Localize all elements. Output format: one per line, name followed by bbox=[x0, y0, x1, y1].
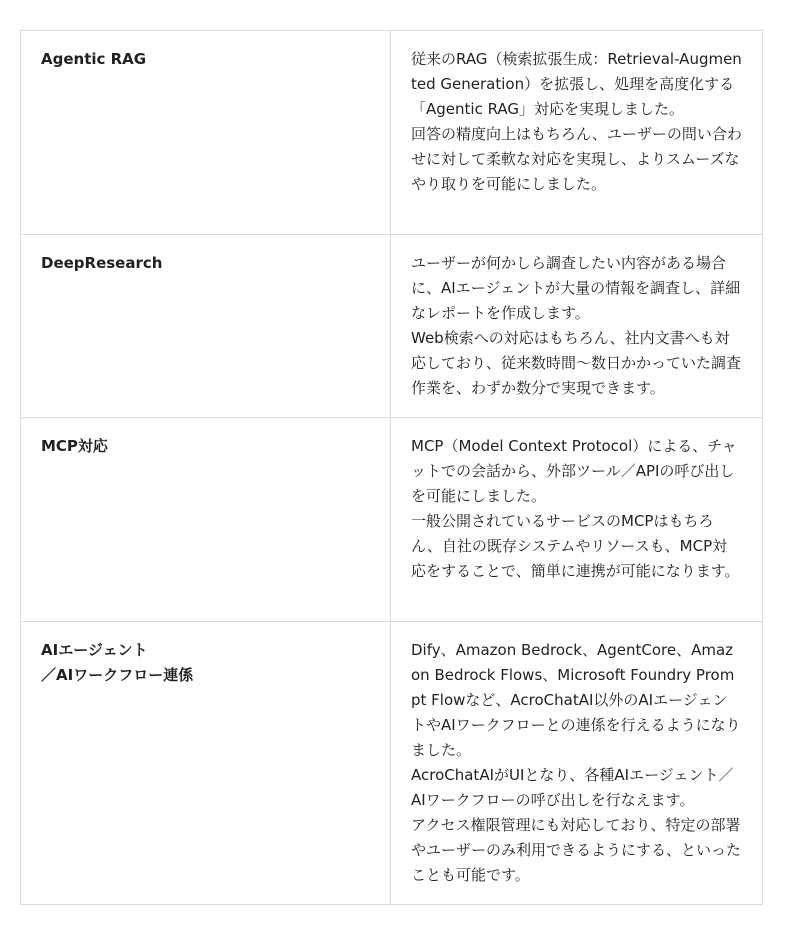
description-paragraph: ユーザーが何かしら調査したい内容がある場合に、AIエージェントが大量の情報を調査し、詳細なレポートを作成します。 bbox=[411, 254, 741, 322]
feature-description-cell bbox=[391, 622, 763, 905]
feature-description bbox=[411, 47, 742, 197]
feature-name: DeepResearch bbox=[41, 254, 163, 272]
description-paragraph: アクセス権限管理にも対応しており、特定の部署やユーザーのみ利用できるようにする、といったことも可能です。 bbox=[411, 816, 742, 884]
feature-description-cell bbox=[391, 418, 763, 622]
feature-description-cell bbox=[391, 31, 763, 235]
feature-description bbox=[411, 638, 742, 888]
feature-table bbox=[20, 30, 763, 905]
description-paragraph: MCP（Model Context Protocol）による、チャットでの会話から、外部ツール／APIの呼び出しを可能にしました。 bbox=[411, 437, 737, 505]
table-row bbox=[21, 622, 763, 905]
feature-name-cell bbox=[21, 31, 391, 235]
feature-description bbox=[411, 251, 742, 401]
feature-description bbox=[411, 434, 742, 584]
feature-name-cell bbox=[21, 622, 391, 905]
description-paragraph: AcroChatAIがUIとなり、各種AIエージェント／AIワークフローの呼び出しを行なえます。 bbox=[411, 766, 734, 809]
feature-description-cell bbox=[391, 235, 763, 418]
feature-name: AIエージェント ／AIワークフロー連係 bbox=[41, 641, 194, 684]
feature-name-cell bbox=[21, 418, 391, 622]
feature-name: Agentic RAG bbox=[41, 50, 147, 68]
table-row bbox=[21, 31, 763, 235]
description-paragraph: 回答の精度向上はもちろん、ユーザーの問い合わせに対して柔軟な対応を実現し、よりスムーズなやり取りを可能にしました。 bbox=[411, 125, 742, 193]
description-paragraph: 一般公開されているサービスのMCPはもちろん、自社の既存システムやリソースも、MCP対応をすることで、簡単に連携が可能になります。 bbox=[411, 512, 740, 580]
table-row bbox=[21, 235, 763, 418]
feature-name: MCP対応 bbox=[41, 437, 108, 455]
description-paragraph: Dify、Amazon Bedrock、AgentCore、Amazon Bedrock Flows、Microsoft Foundry Prompt Flowなど、AcroChatAI以外のAIエージェントやAIワークフローとの連係を行えるようになりました。 bbox=[411, 641, 741, 759]
description-paragraph: Web検索への対応はもちろん、社内文書へも対応しており、従来数時間〜数日かかっていた調査作業を、わずか数分で実現できます。 bbox=[411, 329, 742, 397]
feature-name-cell bbox=[21, 235, 391, 418]
table-row bbox=[21, 418, 763, 622]
description-paragraph: 従来のRAG（検索拡張生成：Retrieval-Augmented Generation）を拡張し、処理を高度化する「Agentic RAG」対応を実現しました。 bbox=[411, 50, 742, 118]
